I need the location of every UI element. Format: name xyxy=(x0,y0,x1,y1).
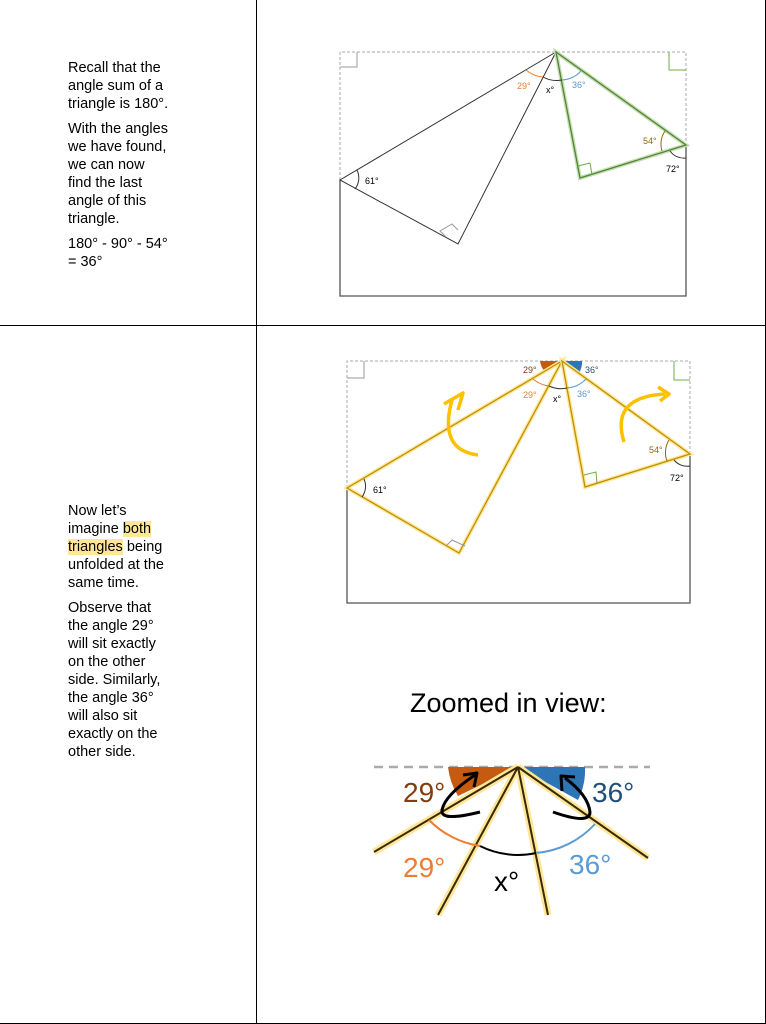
right-triangle xyxy=(562,361,690,487)
angle-label-29: 29° xyxy=(517,81,531,91)
text-line: unfolded at the xyxy=(68,557,164,573)
angle-arc-36 xyxy=(567,379,586,388)
green-triangle-glow xyxy=(556,52,686,178)
text-line: With the angles xyxy=(68,121,168,137)
angle-arc-61 xyxy=(362,479,366,497)
angle-label-36: 36° xyxy=(577,389,591,399)
text-line: Now let’s xyxy=(68,503,127,519)
corner-mark-left xyxy=(347,361,364,378)
text-line: will also sit xyxy=(68,708,138,724)
text-line: exactly on the xyxy=(68,726,158,742)
filled-angle-label-36: 36° xyxy=(592,777,635,808)
corner-mark-left xyxy=(340,52,357,67)
text-line: side. Similarly, xyxy=(68,672,161,688)
text-line: = 36° xyxy=(68,254,103,270)
diagram-unfolding-triangles xyxy=(347,361,690,603)
angle-label-29: 29° xyxy=(523,390,537,400)
zoomed-view-title: Zoomed in view: xyxy=(410,688,607,718)
text-fragment: imagine xyxy=(68,521,123,537)
diagram-folded-triangles xyxy=(340,52,686,296)
angle-arc-54 xyxy=(661,131,665,151)
angle-label-x: x° xyxy=(546,85,555,95)
angle-arc-x xyxy=(480,846,536,855)
angle-label-36: 36° xyxy=(569,849,612,880)
angle-label-72: 72° xyxy=(670,473,684,483)
angle-arc-72 xyxy=(674,460,690,466)
text-line: we have found, xyxy=(68,139,167,155)
angle-label-29: 29° xyxy=(403,852,446,883)
text-line: the angle 29° xyxy=(68,618,154,634)
angle-label-72: 72° xyxy=(666,164,680,174)
text-line: we can now xyxy=(68,157,145,173)
angle-label-61: 61° xyxy=(365,176,379,186)
rectangle-outline xyxy=(340,145,686,296)
angle-label-x: x° xyxy=(494,866,520,897)
highlighted-word: triangles xyxy=(68,539,123,555)
filled-angle-label-29: 29° xyxy=(523,365,537,375)
filled-angle-label-29: 29° xyxy=(403,777,446,808)
angle-arc-36 xyxy=(562,71,581,80)
text-line: find the last xyxy=(68,175,143,191)
rectangle-outline xyxy=(347,454,690,603)
text-line: other side. xyxy=(68,744,136,760)
angle-label-x: x° xyxy=(553,394,562,404)
highlighted-word: both xyxy=(122,521,152,537)
text-line: triangle is 180°. xyxy=(68,96,169,112)
zoomed-view-diagram xyxy=(374,767,650,915)
text-line: 180° - 90° - 54° xyxy=(68,236,168,252)
corner-mark-right xyxy=(674,361,690,380)
angle-label-61: 61° xyxy=(373,485,387,495)
filled-angle-label-36: 36° xyxy=(585,365,599,375)
text-line: the angle 36° xyxy=(68,690,154,706)
text-line: angle of this xyxy=(68,193,147,209)
text-line: same time. xyxy=(68,575,139,591)
angle-arc-54 xyxy=(665,440,669,461)
angle-arc-72 xyxy=(670,151,686,158)
angle-label-36: 36° xyxy=(572,80,586,90)
text-line: angle sum of a xyxy=(68,78,164,94)
angle-label-54: 54° xyxy=(643,136,657,146)
right-angle-mark-left xyxy=(440,224,458,237)
text-line: triangle. xyxy=(68,211,120,227)
angle-arc-61 xyxy=(355,170,359,189)
corner-mark-right xyxy=(669,52,686,70)
text-line: Observe that xyxy=(68,600,152,616)
angle-arc-x xyxy=(549,386,567,389)
angle-arc-29 xyxy=(429,820,480,846)
text-line: Recall that the xyxy=(68,60,161,76)
text-fragment: being xyxy=(122,539,163,555)
angle-label-54: 54° xyxy=(649,445,663,455)
text-line: on the other xyxy=(68,654,146,670)
rotate-arrow-left-head xyxy=(444,393,463,410)
angle-arc-29 xyxy=(526,70,543,77)
text-line: will sit exactly xyxy=(68,636,156,652)
